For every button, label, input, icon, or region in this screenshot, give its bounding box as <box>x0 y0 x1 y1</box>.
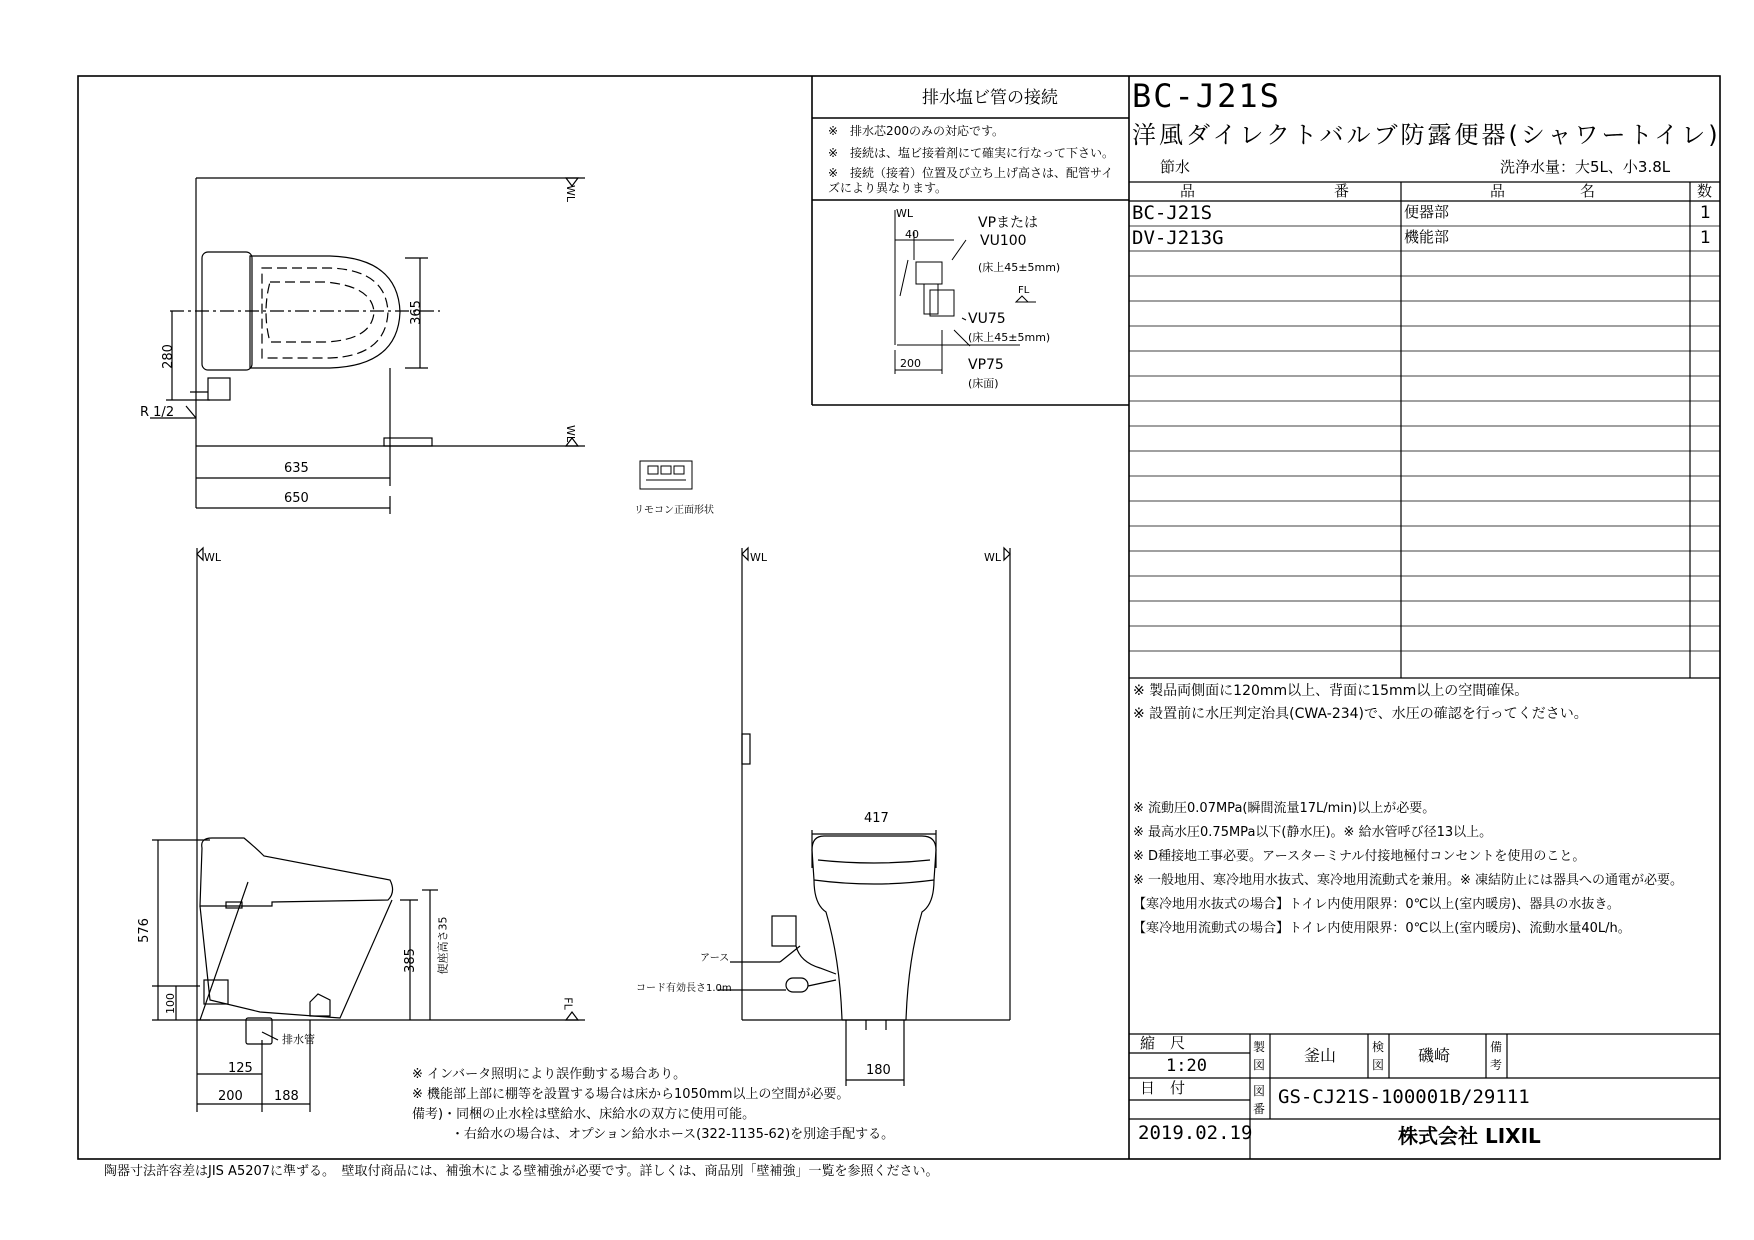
part-row-1-qty: 1 <box>1700 203 1711 223</box>
remark-2: ※ 設置前に水圧判定治具(CWA-234)で、水圧の確認を行ってください。 <box>1133 706 1588 722</box>
bottom-note-2: ※ 機能部上部に棚等を設置する場合は床から1050mm以上の空間が必要。 <box>412 1087 850 1102</box>
checked-label: 検図 <box>1372 1040 1385 1072</box>
company-name: 株式会社 LIXIL <box>1398 1124 1541 1148</box>
header-part-name-1: 品 <box>1490 182 1506 200</box>
side-dim-125: 125 <box>228 1061 253 1076</box>
drain-wl-label: WL <box>896 207 914 220</box>
part-row-2-name: 機能部 <box>1404 228 1450 246</box>
date-value: 2019.02.19 <box>1138 1122 1253 1144</box>
part-row-1-name: 便器部 <box>1404 203 1450 221</box>
header-qty: 数 <box>1697 182 1713 200</box>
drain-vp-or: VPまたは <box>978 215 1039 231</box>
part-row-1-no: BC-J21S <box>1132 202 1213 224</box>
drain-vu100: VU100 <box>980 233 1027 249</box>
front-wl-left: WL <box>750 551 768 564</box>
bottom-note-3: 備考)・同梱の止水栓は壁給水、床給水の双方に使用可能。 <box>412 1107 756 1122</box>
side-dim-188: 188 <box>274 1089 299 1104</box>
drain-floor-above-1: (床上45±5mm) <box>978 261 1061 274</box>
drain-vp75: VP75 <box>968 357 1004 373</box>
side-dim-385: 385 <box>402 948 418 973</box>
plan-view <box>150 178 585 514</box>
bottom-note-1: ※ インバータ照明により誤作動する場合あり。 <box>412 1067 687 1082</box>
requirement-5: 【寒冷地用水抜式の場合】トイレ内使用限界：0℃以上(室内暖房)、器具の水抜き。 <box>1133 897 1620 912</box>
side-view <box>152 548 585 1112</box>
remote-label: リモコン正面形状 <box>634 505 714 516</box>
scale-value: 1:20 <box>1166 1056 1207 1076</box>
parts-table-lines <box>1129 182 1720 678</box>
saving-label: 節水 <box>1160 158 1191 176</box>
flush-volume: 洗浄水量：大5L、小3.8L <box>1500 158 1671 176</box>
side-dim-200: 200 <box>218 1089 243 1104</box>
drain-dim-200: 200 <box>900 357 921 370</box>
part-row-2-qty: 1 <box>1700 228 1711 248</box>
header-part-no-1: 品 <box>1180 182 1196 200</box>
drain-fl-label: FL <box>1018 285 1030 296</box>
side-wl: WL <box>204 551 222 564</box>
requirement-2: ※ 最高水圧0.75MPa以下(静水圧)。※ 給水管呼び径13以上。 <box>1133 825 1493 840</box>
requirement-6: 【寒冷地用流動式の場合】トイレ内使用限界：0℃以上(室内暖房)、流動水量40L/h。 <box>1133 921 1631 936</box>
drain-floor-above-2: (床上45±5mm) <box>968 331 1051 344</box>
drain-note-1: ※ 排水芯200のみの対応です。 <box>828 124 1005 138</box>
checker-name: 磯崎 <box>1418 1046 1451 1065</box>
front-wl-right: WL <box>984 551 1002 564</box>
header-part-name-2: 名 <box>1580 182 1596 200</box>
plan-dim-650: 650 <box>284 491 309 506</box>
requirement-3: ※ D種接地工事必要。アースターミナル付接地極付コンセントを使用のこと。 <box>1133 849 1586 864</box>
drain-note-2: ※ 接続は、塩ビ接着剤にて確実に行なって下さい。 <box>828 146 1115 160</box>
plan-r-half: R 1/2 <box>140 405 175 420</box>
plan-wl-top: WL <box>564 184 578 203</box>
front-earth-label: アース <box>700 953 730 964</box>
plan-dim-365: 365 <box>408 300 424 325</box>
side-dim-100: 100 <box>164 993 177 1014</box>
part-row-2-no: DV-J213G <box>1132 227 1224 249</box>
drain-vu75: VU75 <box>968 311 1006 327</box>
drafter-name: 釜山 <box>1304 1046 1337 1065</box>
header-part-no-2: 番 <box>1334 182 1350 200</box>
drafted-label: 製図 <box>1253 1040 1266 1072</box>
side-fl: FL <box>561 997 575 1010</box>
model-number: BC-J21S <box>1132 77 1281 115</box>
drain-box-title: 排水塩ビ管の接続 <box>922 88 1058 108</box>
drain-floor-surface: (床面) <box>968 377 999 390</box>
requirement-4: ※ 一般地用、寒冷地用水抜式、寒冷地用流動式を兼用。※ 凍結防止には器具への通電が必要。 <box>1133 873 1684 888</box>
front-cord-label: コード有効長さ1.0m <box>636 983 732 994</box>
plan-wl-bottom: WL <box>564 424 578 443</box>
requirement-1: ※ 流動圧0.07MPa(瞬間流量17L/min)以上が必要。 <box>1133 801 1436 816</box>
plan-dim-635: 635 <box>284 461 309 476</box>
side-bowl-height: 便座高さ35 <box>436 916 450 975</box>
remote-control <box>640 461 692 489</box>
remarks-label: 備考 <box>1490 1040 1503 1072</box>
plan-dim-280: 280 <box>160 344 176 369</box>
side-dim-576: 576 <box>136 918 152 943</box>
scale-label: 縮 尺 <box>1140 1034 1186 1052</box>
date-label: 日 付 <box>1140 1079 1186 1097</box>
drain-note-3: ※ 接続（接着）位置及び立ち上げ高さは、配管サイズにより異なります。 <box>828 166 1114 195</box>
front-dim-180: 180 <box>866 1063 891 1078</box>
remark-1: ※ 製品両側面に120mm以上、背面に15mm以上の空間確保。 <box>1133 683 1529 699</box>
drain-dim-40: 40 <box>905 228 919 241</box>
bottom-note-4: ・右給水の場合は、オプション給水ホース(322-1135-62)を別途手配する。 <box>412 1127 895 1142</box>
front-dim-417: 417 <box>864 811 889 826</box>
footer-note: 陶器寸法許容差はJIS A5207に準ずる。 壁取付商品には、補強木による壁補強が必要です。詳しくは、商品別「壁補強」一覧を参照ください。 <box>104 1164 939 1179</box>
product-name: 洋風ダイレクトバルブ防露便器(シャワートイレ) <box>1132 121 1721 149</box>
drawing-number: GS-CJ21S-100001B/29111 <box>1278 1086 1530 1108</box>
side-drain-label: 排水管 <box>282 1033 315 1046</box>
drawing-no-label: 図番 <box>1253 1084 1266 1116</box>
